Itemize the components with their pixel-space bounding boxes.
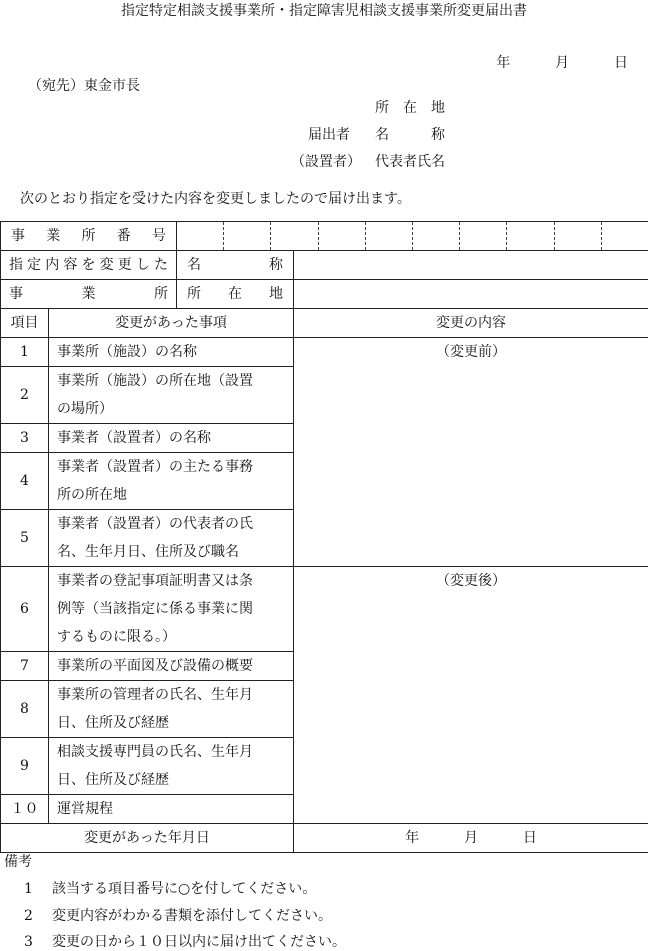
label-char: 事 xyxy=(9,280,23,308)
item-text xyxy=(49,795,294,824)
item-text xyxy=(49,652,294,681)
office-name-row xyxy=(1,251,648,280)
item-line: 相談支援専門員の氏名、生年月 xyxy=(57,738,293,766)
item-line: 運営規程 xyxy=(57,795,293,823)
office-number-char: 業 xyxy=(46,222,60,250)
change-date-day: 日 xyxy=(523,830,537,846)
label-char: 変 xyxy=(100,251,114,279)
note-number: 2 xyxy=(24,908,52,924)
note-text: 変更の日から１０日以内に届け出てください。 xyxy=(52,934,346,950)
change-date-field[interactable] xyxy=(294,824,648,853)
applicant-name-label: 名 称 xyxy=(375,124,445,144)
office-number-row xyxy=(1,222,648,251)
item-text xyxy=(49,367,294,424)
intro-text: 次のとおり指定を受けた内容を変更しましたので届け出ます。 xyxy=(20,188,411,208)
item-text xyxy=(49,738,294,795)
form-title: 指定特定相談支援事業所・指定障害児相談支援事業所変更届出書 xyxy=(0,0,648,20)
item-text xyxy=(49,338,294,367)
item-number[interactable]: 3 xyxy=(1,424,49,453)
office-number-field[interactable] xyxy=(177,222,648,251)
change-date-year: 年 xyxy=(405,830,419,846)
label-char: 指 xyxy=(9,251,23,279)
item-line: の場所） xyxy=(57,395,293,423)
item-text xyxy=(49,453,294,510)
item-number[interactable]: 9 xyxy=(1,738,49,795)
label-char: 称 xyxy=(269,251,283,279)
office-number-char: 番 xyxy=(117,222,131,250)
item-line: 例等（当該指定に係る事業に関 xyxy=(57,595,293,623)
label-char: 所 xyxy=(187,280,201,308)
note-text: 変更内容がわかる書類を添付してください。 xyxy=(52,908,332,924)
date-year-label: 年 xyxy=(496,52,510,72)
item-text xyxy=(49,567,294,652)
item-number[interactable]: 8 xyxy=(1,681,49,738)
note-item xyxy=(24,905,332,925)
table-row xyxy=(1,338,648,367)
item-text xyxy=(49,424,294,453)
item-line: 所の所在地 xyxy=(57,481,293,509)
item-number[interactable]: 1 xyxy=(1,338,49,367)
note-text: 該当する項目番号に○を付してください。 xyxy=(52,881,316,897)
item-line: 事業所の平面図及び設備の概要 xyxy=(57,652,293,680)
item-line: 事業者（設置者）の主たる事務 xyxy=(57,453,293,481)
note-number: 1 xyxy=(24,881,52,897)
label-char: 所 xyxy=(154,280,168,308)
applicant-founder-label: （設置者） xyxy=(291,151,361,171)
item-line: 事業所（施設）の所在地（設置 xyxy=(57,367,293,395)
addressee: （宛先）東金市長 xyxy=(28,75,140,95)
col-change-content-header: 変更の内容 xyxy=(294,309,648,338)
label-char: 更 xyxy=(118,251,132,279)
office-number-label xyxy=(1,222,177,251)
office-name-label xyxy=(177,251,294,280)
note-item xyxy=(24,931,346,951)
change-before-field[interactable] xyxy=(294,338,648,567)
item-line: 事業者の登記事項証明書又は条 xyxy=(57,567,293,595)
date-month-label: 月 xyxy=(555,52,569,72)
change-form-table xyxy=(0,221,648,853)
item-text xyxy=(49,510,294,567)
item-line: 名、生年月日、住所及び職名 xyxy=(57,538,293,566)
applicant-address-label: 所 在 地 xyxy=(375,97,445,117)
submission-date xyxy=(496,52,628,72)
change-date-row xyxy=(1,824,648,853)
item-line: するものに限る。） xyxy=(57,623,293,651)
item-number[interactable]: 4 xyxy=(1,453,49,510)
label-char: を xyxy=(82,251,96,279)
col-item-header: 項目 xyxy=(1,309,49,338)
note-number: 3 xyxy=(24,934,52,950)
notes-title: 備考 xyxy=(4,851,32,871)
label-char: し xyxy=(136,251,150,279)
item-number[interactable]: １０ xyxy=(1,795,49,824)
change-after-field[interactable] xyxy=(294,567,648,824)
label-char: 容 xyxy=(63,251,77,279)
label-char: 内 xyxy=(45,251,59,279)
item-line: 事業者（設置者）の代表者の氏 xyxy=(57,510,293,538)
item-text xyxy=(49,681,294,738)
office-changed-label-line1 xyxy=(1,251,177,280)
item-number[interactable]: 5 xyxy=(1,510,49,567)
label-char: た xyxy=(154,251,168,279)
item-line: 日、住所及び経歴 xyxy=(57,709,293,737)
item-number[interactable]: 2 xyxy=(1,367,49,424)
col-changed-matter-header: 変更があった事項 xyxy=(49,309,294,338)
change-date-month: 月 xyxy=(464,830,478,846)
after-label: （変更後） xyxy=(294,567,648,595)
item-line: 事業者（設置者）の名称 xyxy=(57,424,293,452)
note-item xyxy=(24,878,316,898)
office-changed-label-line2 xyxy=(1,280,177,309)
office-name-field[interactable] xyxy=(294,251,648,280)
office-address-row xyxy=(1,280,648,309)
office-number-char: 所 xyxy=(82,222,96,250)
office-address-field[interactable] xyxy=(294,280,648,309)
header-row xyxy=(1,309,648,338)
label-char: 在 xyxy=(228,280,242,308)
applicant-submitter-label: 届出者 xyxy=(308,124,350,144)
label-char: 業 xyxy=(82,280,96,308)
applicant-representative-label: 代表者氏名 xyxy=(375,151,445,171)
change-date-label: 変更があった年月日 xyxy=(1,824,294,853)
item-line: 事業所（施設）の名称 xyxy=(57,338,293,366)
office-number-char: 号 xyxy=(152,222,166,250)
item-number[interactable]: 6 xyxy=(1,567,49,652)
item-line: 事業所の管理者の氏名、生年月 xyxy=(57,681,293,709)
label-char: 定 xyxy=(27,251,41,279)
before-label: （変更前） xyxy=(294,338,648,366)
label-char: 地 xyxy=(269,280,283,308)
table-row xyxy=(1,567,648,652)
item-number[interactable]: 7 xyxy=(1,652,49,681)
label-char: 名 xyxy=(187,251,201,279)
office-number-char: 事 xyxy=(11,222,25,250)
date-day-label: 日 xyxy=(614,52,628,72)
item-line: 日、住所及び経歴 xyxy=(57,766,293,794)
office-address-label xyxy=(177,280,294,309)
